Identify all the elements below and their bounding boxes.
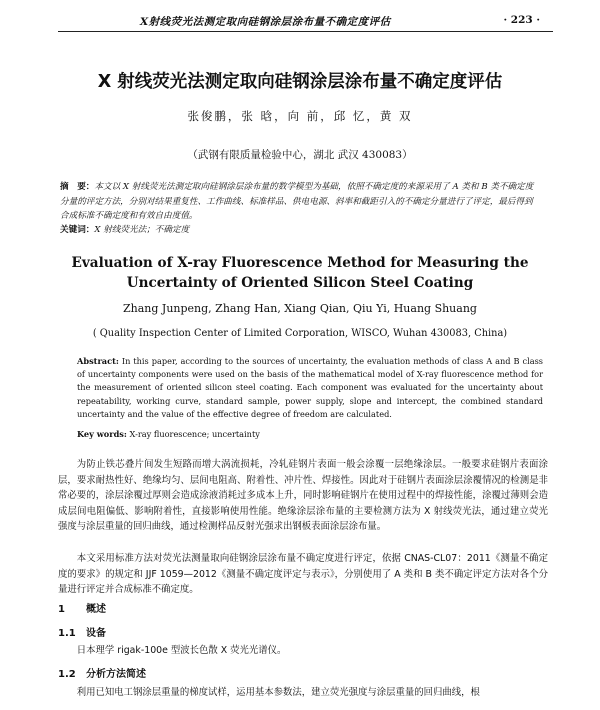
section-title: 概述 [86,604,106,615]
section-heading-1 [58,600,106,615]
chinese-keywords-label: 关键词： [60,225,95,235]
section-number: 1.1 [58,628,76,639]
header-rule [58,31,553,32]
paragraph-text: 为防止铁芯叠片间发生短路而增大涡流损耗，冷轧硅钢片表面一般会涂覆一层绝缘涂层。一般要求硅钢片表面涂层，要求耐热性好、绝缘均匀、层间电阻高、附着性、冲片性、焊接性。因此对于硅钢片表面涂层涂覆情况的检测是非常必要的，涂层涂覆过厚则会造成涂液消耗过多成本上升，同时影响硅钢片在使用过程中的焊接性能，涂覆过薄则会造成层间电阻偏低、影响附着性，直接影响使用性能。绝缘涂层涂布量的主要检测方法为 X 射线荧光法，通过建立荧光强度与涂层重量的回归曲线，通过检测样品反射光强求出钢板表面涂层涂布量。 [58,459,548,533]
english-title-line1: Evaluation of X-ray Fluorescence Method for Measuring the [71,255,529,271]
chinese-abstract [60,180,540,224]
paragraph-text: 本文采用标准方法对荧光法测量取向硅钢涂层涂布量不确定度进行评定，依据 CNAS-CL07：2011《测量不确定度的要求》的规定和 JJF 1059—2012《测量不确定度评定与表示》，分别使用了 A 类和 B 类不确定评定方法对各个分量进行评定并合成标准不确定度。 [58,553,548,596]
body-paragraph-4 [58,685,548,701]
paragraph-text: 利用已知电工钢涂层重量的梯度试样，运用基本参数法，建立荧光强度与涂层重量的回归曲线，根 [76,687,480,698]
body-paragraph-2 [58,551,548,598]
english-abstract-text: In this paper, according to the sources of uncertainty, the evaluation methods of class A and B class of uncertainty components were used on the basis of the mathematical model of X-ray fluorescence method for the measurement of oriented silicon steel coating. Each component was evaluated for the uncertainty about repeatability, working curve, standard sample, power supply, slope and intercept, the combined standard uncertainty and the value of the effective degree of freedom are calculated. [77,356,543,419]
english-keywords-label: Key words: [77,429,127,439]
chinese-abstract-label: 摘 要： [60,182,95,192]
english-keywords-text: X-ray fluorescence; uncertainty [126,429,260,439]
chinese-affiliation: （武钢有限质量检验中心，湖北 武汉 430083） [187,149,413,161]
english-keywords [77,428,543,441]
chinese-authors: 张俊鹏，张 晗，向 前，邱 忆，黄 双 [187,109,413,123]
chinese-abstract-text: 本文以 X 射线荧光法测定取向硅钢涂层涂布量的数学模型为基础，依照不确定度的来源采用了 A 类和 B 类不确定度分量的评定方法，分别对结果重复性、工作曲线、标准样品、供电电源、斜率和截距引入的不确定分量进行了评定，最后得到合成标准不确定度和有效自由度值。 [60,182,534,221]
body-paragraph-1 [58,457,548,535]
section-title: 设备 [86,628,106,639]
english-abstract-label: Abstract: [77,356,119,366]
chinese-title: X 射线荧光法测定取向硅钢涂层涂布量不确定度评估 [97,72,503,92]
body-paragraph-3 [58,643,548,659]
english-affiliation: ( Quality Inspection Center of Limited Corporation, WISCO, Wuhan 430083, China) [92,328,508,339]
english-authors: Zhang Junpeng, Zhang Han, Xiang Qian, Qiu Yi, Huang Shuang [123,302,477,315]
english-title-line2: Uncertainty of Oriented Silicon Steel Coating [126,275,474,291]
section-heading-1-2 [58,665,146,680]
section-number: 1 [58,604,65,615]
english-abstract [77,355,543,421]
section-heading-1-1 [58,624,106,639]
page-number: · 223 · [503,14,540,26]
paragraph-text: 日本理学 rigak-100e 型波长色散 X 荧光光谱仪。 [76,645,287,656]
section-number: 1.2 [58,669,76,680]
running-head-title: X射线荧光法测定取向硅钢涂层涂布量不确定度评估 [140,16,391,28]
english-title [0,253,600,293]
section-title: 分析方法简述 [86,669,146,680]
chinese-keywords [60,223,540,237]
chinese-keywords-text: X 射线荧光法；不确定度 [94,225,190,235]
running-head [0,14,600,30]
